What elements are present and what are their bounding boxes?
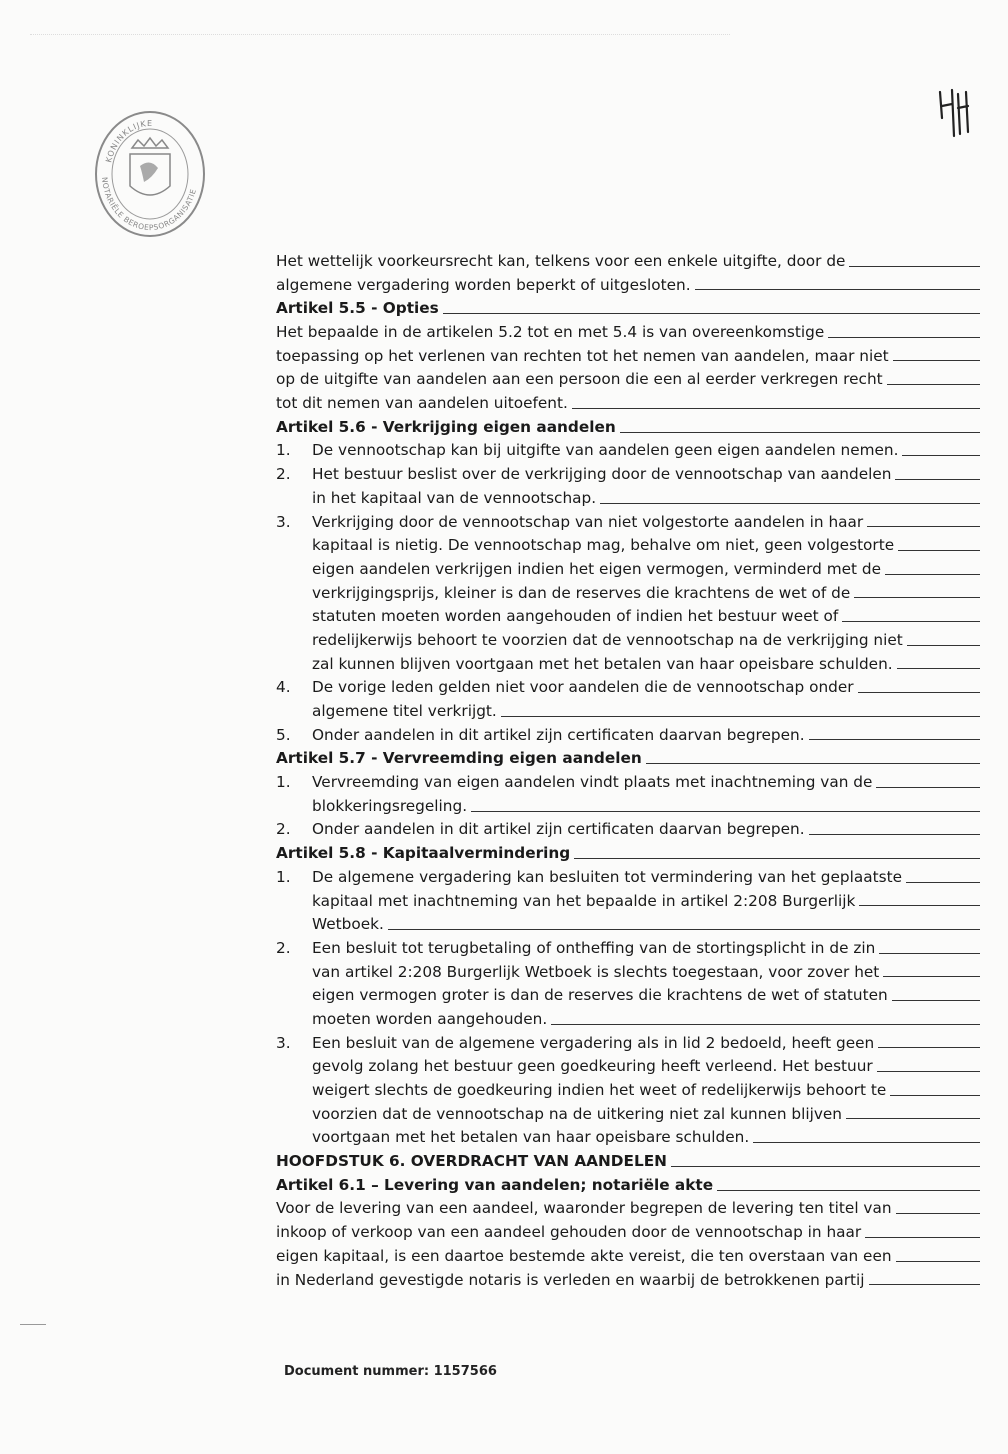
- line-text: Onder aandelen in dit artikel zijn certificaten daarvan begrepen.: [312, 820, 805, 839]
- line-text: toepassing op het verlenen van rechten tot het nemen van aandelen, maar niet: [276, 346, 889, 365]
- line-text: zal kunnen blijven voortgaan met het betalen van haar opeisbare schulden.: [312, 654, 893, 673]
- clause-continuation: [276, 582, 980, 606]
- clause-continuation: [276, 1126, 980, 1150]
- line-text: Het wettelijk voorkeursrecht kan, telkens voor een enkele uitgifte, door de: [276, 251, 846, 270]
- fill-dash: [849, 266, 980, 267]
- fill-dash: [620, 432, 980, 433]
- clause-continuation: [276, 890, 980, 914]
- clause-continuation: [276, 629, 980, 653]
- line-text: Artikel 6.1 – Levering van aandelen; notariële akte: [276, 1175, 714, 1194]
- line-text: kapitaal is nietig. De vennootschap mag, behalve om niet, geen volgestorte: [312, 536, 895, 555]
- svg-text:KONINKLIJKE: [104, 119, 153, 164]
- fill-dash: [896, 1213, 980, 1214]
- clause-continuation: [276, 653, 980, 677]
- clause-number: 4.: [276, 678, 291, 697]
- line-text: voorzien dat de vennootschap na de uitkering niet zal kunnen blijven: [312, 1104, 843, 1123]
- line-text: in het kapitaal van de vennootschap.: [312, 488, 597, 507]
- clause-continuation: [276, 558, 980, 582]
- article-heading: [276, 297, 980, 321]
- line-text: op de uitgifte van aandelen aan een persoon die een al eerder verkregen recht: [276, 370, 883, 389]
- fill-dash: [600, 503, 980, 504]
- paragraph-line: [276, 1245, 980, 1269]
- fill-dash: [858, 692, 980, 693]
- line-text: algemene titel verkrijgt.: [312, 702, 497, 721]
- fill-dash: [892, 1000, 980, 1001]
- fill-dash: [885, 574, 980, 575]
- clause-number: 2.: [276, 465, 291, 484]
- clause-continuation: [276, 1008, 980, 1032]
- fill-dash: [893, 360, 980, 361]
- numbered-clause: [276, 724, 980, 748]
- clause-number: 1.: [276, 867, 291, 886]
- fill-dash: [695, 289, 980, 290]
- numbered-clause: [276, 511, 980, 535]
- fill-dash: [902, 455, 980, 456]
- document-number: Document nummer: 1157566: [284, 1364, 497, 1379]
- document-body: [276, 250, 980, 1292]
- fill-dash: [887, 384, 980, 385]
- numbered-clause: [276, 771, 980, 795]
- line-text: redelijkerwijs behoort te voorzien dat de vennootschap na de verkrijging niet: [312, 630, 903, 649]
- fill-dash: [859, 905, 980, 906]
- numbered-clause: [276, 937, 980, 961]
- line-text: Een besluit tot terugbetaling of ontheffing van de stortingsplicht in de zin: [312, 938, 876, 957]
- article-heading: [276, 747, 980, 771]
- numbered-clause: [276, 676, 980, 700]
- line-text: blokkeringsregeling.: [312, 796, 468, 815]
- clause-number: 2.: [276, 820, 291, 839]
- line-text: voortgaan met het betalen van haar opeisbare schulden.: [312, 1128, 750, 1147]
- fill-dash: [867, 526, 980, 527]
- paragraph-line: [276, 1221, 980, 1245]
- clause-continuation: [276, 700, 980, 724]
- fill-dash: [846, 1118, 980, 1119]
- fill-dash: [877, 1071, 980, 1072]
- numbered-clause: [276, 866, 980, 890]
- numbered-clause: [276, 1032, 980, 1056]
- fill-dash: [572, 408, 980, 409]
- clause-number: 5.: [276, 725, 291, 744]
- numbered-clause: [276, 463, 980, 487]
- paragraph-line: [276, 1269, 980, 1293]
- fill-dash: [551, 1024, 980, 1025]
- fill-dash: [809, 739, 980, 740]
- line-text: verkrijgingsprijs, kleiner is dan de reserves die krachtens de wet of de: [312, 583, 851, 602]
- fill-dash: [753, 1142, 980, 1143]
- line-text: Het bestuur beslist over de verkrijging door de vennootschap van aandelen: [312, 465, 892, 484]
- line-text: Het bepaalde in de artikelen 5.2 tot en met 5.4 is van overeenkomstige: [276, 323, 825, 342]
- line-text: gevolg zolang het bestuur geen goedkeuring heeft verleend. Het bestuur: [312, 1057, 873, 1076]
- clause-continuation: [276, 487, 980, 511]
- line-text: kapitaal met inachtneming van het bepaalde in artikel 2:208 Burgerlijk: [312, 891, 856, 910]
- line-text: Artikel 5.7 - Vervreemding eigen aandelen: [276, 749, 642, 768]
- paragraph-line: [276, 1198, 980, 1222]
- clause-continuation: [276, 961, 980, 985]
- clause-number: 1.: [276, 773, 291, 792]
- fill-dash: [890, 1095, 980, 1096]
- line-text: Onder aandelen in dit artikel zijn certificaten daarvan begrepen.: [312, 725, 805, 744]
- line-text: De vorige leden gelden niet voor aandelen die de vennootschap onder: [312, 678, 854, 697]
- line-text: in Nederland gevestigde notaris is verleden en waarbij de betrokkenen partij: [276, 1270, 865, 1289]
- margin-mark: [20, 1324, 46, 1325]
- fill-dash: [809, 834, 980, 835]
- fill-dash: [471, 811, 980, 812]
- clause-continuation: [276, 1055, 980, 1079]
- fill-dash: [865, 1237, 980, 1238]
- line-text: Een besluit van de algemene vergadering als in lid 2 bedoeld, heeft geen: [312, 1033, 875, 1052]
- fill-dash: [443, 313, 980, 314]
- clause-number: 3.: [276, 512, 291, 531]
- line-text: eigen kapitaal, is een daartoe bestemde akte vereist, die ten overstaan van een: [276, 1246, 892, 1265]
- clause-continuation: [276, 605, 980, 629]
- clause-continuation: [276, 984, 980, 1008]
- line-text: Artikel 5.8 - Kapitaalvermindering: [276, 844, 571, 863]
- article-heading: [276, 1174, 980, 1198]
- fill-dash: [869, 1284, 980, 1285]
- clause-number: 3.: [276, 1033, 291, 1052]
- seal-text: KONINKLIJKE: [104, 118, 154, 164]
- line-text: inkoop of verkoop van een aandeel gehouden door de vennootschap in haar: [276, 1223, 862, 1242]
- line-text: De algemene vergadering kan besluiten tot vermindering van het geplaatste: [312, 867, 902, 886]
- fill-dash: [907, 645, 980, 646]
- line-text: weigert slechts de goedkeuring indien het weet of redelijkerwijs behoort te: [312, 1081, 887, 1100]
- article-heading: [276, 416, 980, 440]
- line-text: algemene vergadering worden beperkt of uitgesloten.: [276, 275, 691, 294]
- fill-dash: [883, 976, 980, 977]
- clause-continuation: [276, 795, 980, 819]
- fill-dash: [671, 1166, 980, 1167]
- line-text: Vervreemding van eigen aandelen vindt plaats met inachtneming van de: [312, 773, 873, 792]
- line-text: De vennootschap kan bij uitgifte van aandelen geen eigen aandelen nemen.: [312, 441, 899, 460]
- fill-dash: [876, 787, 980, 788]
- fill-dash: [896, 1261, 980, 1262]
- paragraph-line: [276, 345, 980, 369]
- line-text: Voor de levering van een aandeel, waaronder begrepen de levering ten titel van: [276, 1199, 892, 1218]
- numbered-clause: [276, 440, 980, 464]
- fill-dash: [906, 882, 980, 883]
- fill-dash: [501, 716, 980, 717]
- fill-dash: [879, 953, 980, 954]
- clause-number: 1.: [276, 441, 291, 460]
- scan-artifact: [30, 34, 730, 35]
- paragraph-line: [276, 274, 980, 298]
- seal-ring-text: NOTARIËLE BEROEPSORGANISATIE: [100, 176, 199, 233]
- fill-dash: [854, 597, 980, 598]
- numbered-clause: [276, 819, 980, 843]
- line-text: tot dit nemen van aandelen uitoefent.: [276, 394, 568, 413]
- line-text: eigen vermogen groter is dan de reserves die krachtens de wet of statuten: [312, 986, 888, 1005]
- line-text: statuten moeten worden aangehouden of indien het bestuur weet of: [312, 607, 839, 626]
- line-text: moeten worden aangehouden.: [312, 1009, 548, 1028]
- fill-dash: [388, 929, 980, 930]
- paragraph-line: [276, 321, 980, 345]
- clause-continuation: [276, 913, 980, 937]
- line-text: Wetboek.: [312, 915, 384, 934]
- article-heading: [276, 1150, 980, 1174]
- paragraph-line: [276, 368, 980, 392]
- line-text: Verkrijging door de vennootschap van niet volgestorte aandelen in haar: [312, 512, 864, 531]
- paragraph-line: [276, 392, 980, 416]
- line-text: van artikel 2:208 Burgerlijk Wetboek is slechts toegestaan, voor zover het: [312, 962, 880, 981]
- clause-continuation: [276, 1079, 980, 1103]
- fill-dash: [895, 479, 980, 480]
- line-text: HOOFDSTUK 6. OVERDRACHT VAN AANDELEN: [276, 1152, 667, 1171]
- fill-dash: [878, 1047, 980, 1048]
- clause-number: 2.: [276, 938, 291, 957]
- clause-continuation: [276, 534, 980, 558]
- notary-seal-stamp: [92, 108, 208, 240]
- fill-dash: [828, 337, 980, 338]
- fill-dash: [574, 858, 980, 859]
- line-text: eigen aandelen verkrijgen indien het eigen vermogen, verminderd met de: [312, 559, 882, 578]
- fill-dash: [717, 1190, 980, 1191]
- fill-dash: [898, 550, 980, 551]
- article-heading: [276, 842, 980, 866]
- line-text: Artikel 5.5 - Opties: [276, 299, 439, 318]
- fill-dash: [897, 668, 980, 669]
- line-text: Artikel 5.6 - Verkrijging eigen aandelen: [276, 417, 616, 436]
- fill-dash: [842, 621, 980, 622]
- paragraph-line: [276, 250, 980, 274]
- clause-continuation: [276, 1103, 980, 1127]
- fill-dash: [646, 763, 980, 764]
- handwritten-initials: [934, 84, 974, 140]
